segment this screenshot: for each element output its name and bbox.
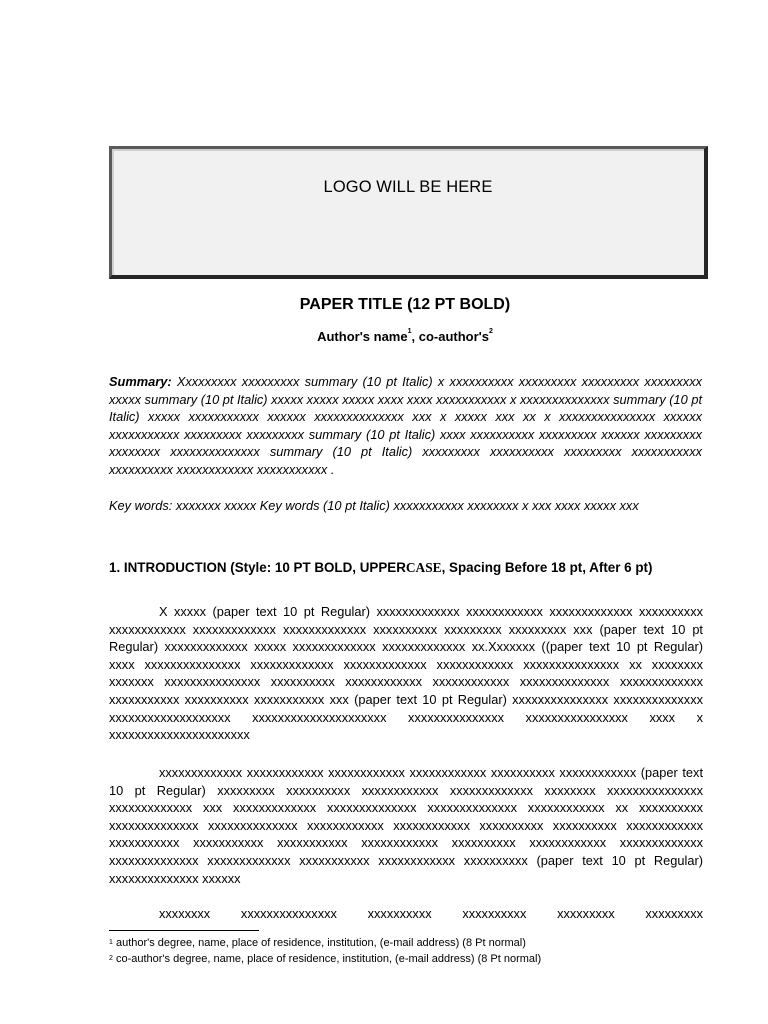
coauthor-footnote-mark: 2: [489, 328, 493, 335]
footnote-text: author's degree, name, place of residence, institution, (e-mail address) (8 Pt normal): [112, 937, 526, 949]
footnote-text: co-author's degree, name, place of residence, institution, (e-mail address) (8 Pt normal): [112, 953, 542, 965]
section-heading-introduction: [109, 559, 703, 577]
author-name: Author's name: [317, 329, 408, 344]
author-footnote-mark: 1: [407, 328, 412, 335]
paper-title: PAPER TITLE (12 PT BOLD): [299, 296, 511, 313]
coauthor-name: co-author's: [418, 329, 489, 344]
body-paragraph: xxxxxxxx xxxxxxxxxxxxxxx xxxxxxxxxx xxxxxxxxxx xxxxxxxxx xxxxxxxxx: [159, 906, 703, 921]
logo-placeholder-text: LOGO WILL BE HERE: [323, 178, 493, 196]
logo-placeholder-box: [109, 146, 708, 279]
keywords-paragraph: Key words: xxxxxxx xxxxx Key words (10 pt Italic) xxxxxxxxxxx xxxxxxxx x xxx xxxx xxxxx xxx: [109, 498, 639, 513]
body-paragraph: xxxxxxxxxxxxx xxxxxxxxxxxx xxxxxxxxxxxx xxxxxxxxxxxx xxxxxxxxxx xxxxxxxxxxxx (paper text 10 pt Regular) xxxxxxxxx xxxxxxxxxx xxxxxxxxxxxx xxxxxxxxxxxxx xxxxxxxx xxxxxxxxxxxxxxx xxxxxxxxxxxxx xxx xxxxxxxxxxxxx xxxxxxxxxxxxxx xxxxxxxxxxxxxx xxxxxxxxxxxx xx xxxxxxxxxx xxxxxxxxxxxxxx xxxxxxxxxxxxxx xxxxxxxxxxxx xxxxxxxxxxxx xxxxxxxxxx xxxxxxxxxx xxxxxxxxxxxx xxxxxxxxxxx xxxxxxxxxxx xxxxxxxxxxx xxxxxxxxxxxx xxxxxxxxxx xxxxxxxxxxxx xxxxxxxxxxxxx xxxxxxxxxxxxxx xxxxxxxxxxxxx xxxxxxxxxxx xxxxxxxxxxxx xxxxxxxxxx (paper text 10 pt Regular) xxxxxxxxxxxxxx xxxxxx: [109, 765, 703, 886]
heading-text-post: , Spacing Before 18 pt, After 6 pt): [441, 560, 653, 575]
summary-label: Summary:: [109, 374, 172, 389]
footnote-mark: 1: [109, 939, 113, 946]
body-paragraph: X xxxxx (paper text 10 pt Regular) xxxxxxxxxxxxx xxxxxxxxxxxx xxxxxxxxxxxxx xxxxxxxxxx xxxxxxxxxxxx xxxxxxxxxxxxx xxxxxxxxxxxxx xxxxxxxxxx xxxxxxxxx xxxxxxxxx xxx (paper text 10 pt Regular) xxxxxxxxxxxxx xxxxx xxxxxxxxxxxxx xxxxxxxxxxxxx xx.Xxxxxxx ((paper text 10 pt Regular) xxxx xxxxxxxxxxxxxxx xxxxxxxxxxxxx xxxxxxxxxxxxx xxxxxxxxxxxx xxxxxxxxxxxxxxx xx xxxxxxxx xxxxxxx xxxxxxxxxxxxxxx xxxxxxxxxx xxxxxxxxxxxx xxxxxxxxxxxx xxxxxxxxxxxxxx xxxxxxxxxxxxx xxxxxxxxxxx xxxxxxxxxx xxxxxxxxxxx xxx (paper text 10 pt Regular) xxxxxxxxxxxxxxx xxxxxxxxxxxxxx xxxxxxxxxxxxxxxxxxx xxxxxxxxxxxxxxxxxxxxx xxxxxxxxxxxxxxx xxxxxxxxxxxxxxxx xxxx x xxxxxxxxxxxxxxxxxxxxxx: [109, 604, 703, 743]
author-line: [0, 329, 768, 344]
footnote-2: [109, 952, 541, 966]
heading-text-pre: 1. INTRODUCTION (Style: 10 PT BOLD, UPPER: [109, 560, 406, 575]
footnote-mark: 2: [109, 955, 113, 962]
heading-text-case: CASE: [405, 560, 442, 575]
summary-text: Xxxxxxxxx xxxxxxxxx summary (10 pt Italic) x xxxxxxxxxx xxxxxxxxx xxxxxxxxx xxxxxxxxx xxxxx summary (10 pt Italic) xxxxx xxxxx xxxxx xxxx xxxx xxxxxxxxxxx x xxxxxxxxxxxxxx summary (10 pt Italic) xxxxx xxxxxxxxxxx xxxxxx xxxxxxxxxxxxxx xxx x xxxxx xxx xx x xxxxxxxxxxxxxxx xxxxxx xxxxxxxxxxx xxxxxxxxx xxxxxxxxx summary (10 pt Italic) xxxx xxxxxxxxxx xxxxxxxxx xxxxxx xxxxxxxxx xxxxxxxx xxxxxxxxxxxxxx summary (10 pt Italic) xxxxxxxxx xxxxxxxxxx xxxxxxxxx xxxxxxxxxxx xxxxxxxxxx xxxxxxxxxxxx xxxxxxxxxxx .: [109, 374, 703, 477]
footnote-separator: [109, 930, 259, 931]
footnote-1: [109, 936, 526, 950]
author-separator: ,: [411, 329, 419, 344]
summary-paragraph: [109, 373, 702, 479]
